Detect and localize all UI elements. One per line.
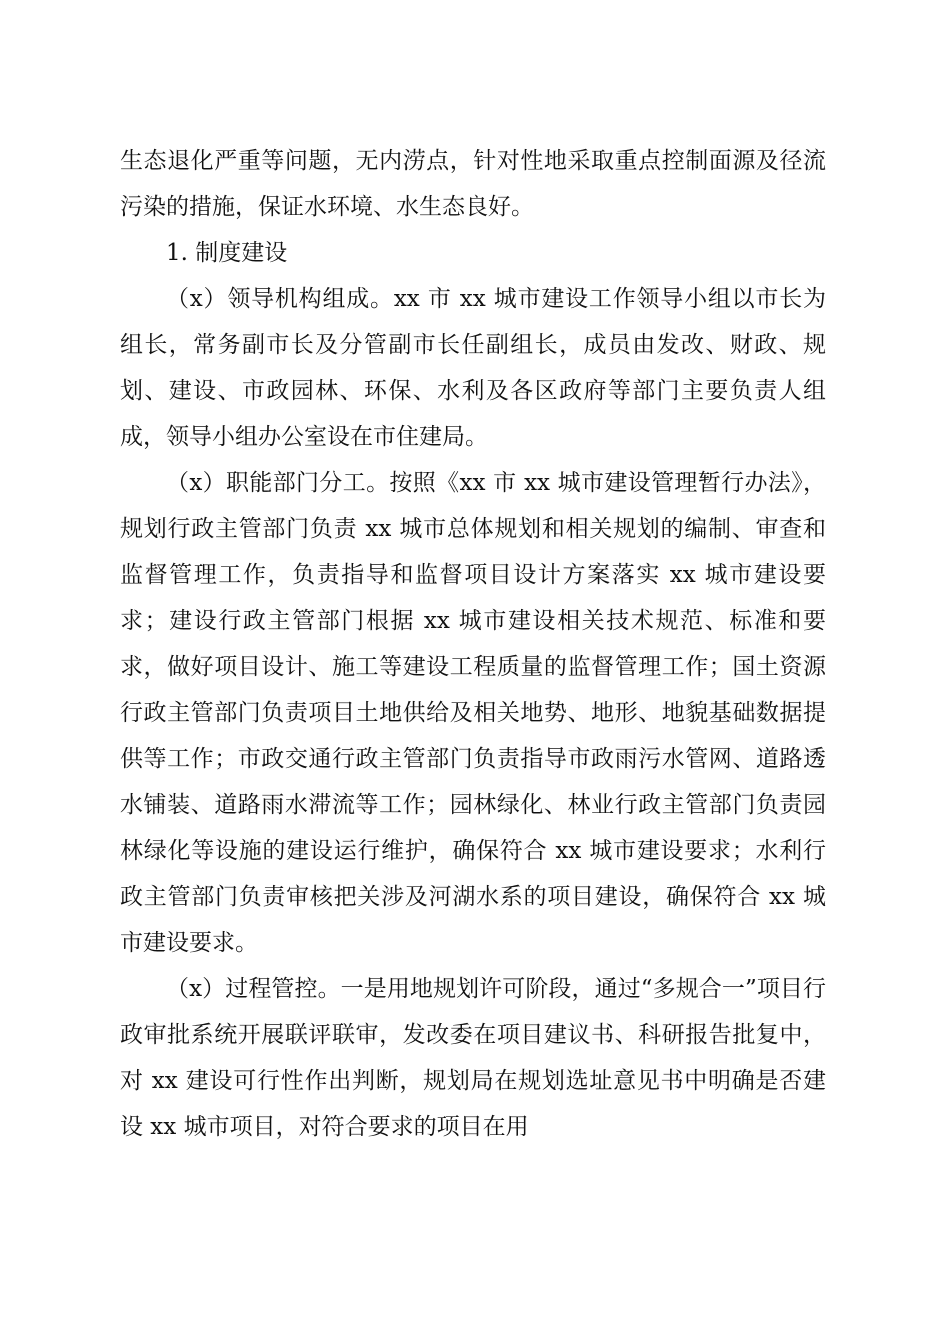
paragraph-division-of-duties: （x）职能部门分工。按照《xx 市 xx 城市建设管理暂行办法》，规划行政主管部门负责 xx 城市总体规划和相关规划的编制、审查和监督管理工作，负责指导和监督项目设计方案落实 xx 城市建设要求；建设行政主管部门根据 xx 城市建设相关技术规范、标准和要求，做好项目设计、施工等建设工程质量的监督管理工作；国土资源行政主管部门负责项目土地供给及相关地势、地形、地貌基础数据提供等工作；市政交通行政主管部门负责指导市政雨污水管网、道路透水铺装、道路雨水滞流等工作；园林绿化、林业行政主管部门负责园林绿化等设施的建设运行维护，确保符合 xx 城市建设要求；水利行政主管部门负责审核把关涉及河湖水系的项目建设，确保符合 xx 城市建设要求。 <box>120 470 826 956</box>
section-heading-system-construction: 1. 制度建设 <box>166 240 288 266</box>
paragraph-continued: 生态退化严重等问题，无内涝点，针对性地采取重点控制面源及径流污染的措施，保证水环境、水生态良好。 <box>120 148 826 220</box>
document-body <box>120 138 826 1150</box>
paragraph-process-control: （x）过程管控。一是用地规划许可阶段，通过“多规合一”项目行政审批系统开展联评联审，发改委在项目建议书、科研报告批复中，对 xx 建设可行性作出判断，规划局在规划选址意见书中明确是否建设 xx 城市项目，对符合要求的项目在用 <box>120 976 826 1140</box>
paragraph-leadership: （x）领导机构组成。xx 市 xx 城市建设工作领导小组以市长为组长，常务副市长及分管副市长任副组长，成员由发改、财政、规划、建设、市政园林、环保、水利及各区政府等部门主要负责人组成，领导小组办公室设在市住建局。 <box>120 286 826 450</box>
